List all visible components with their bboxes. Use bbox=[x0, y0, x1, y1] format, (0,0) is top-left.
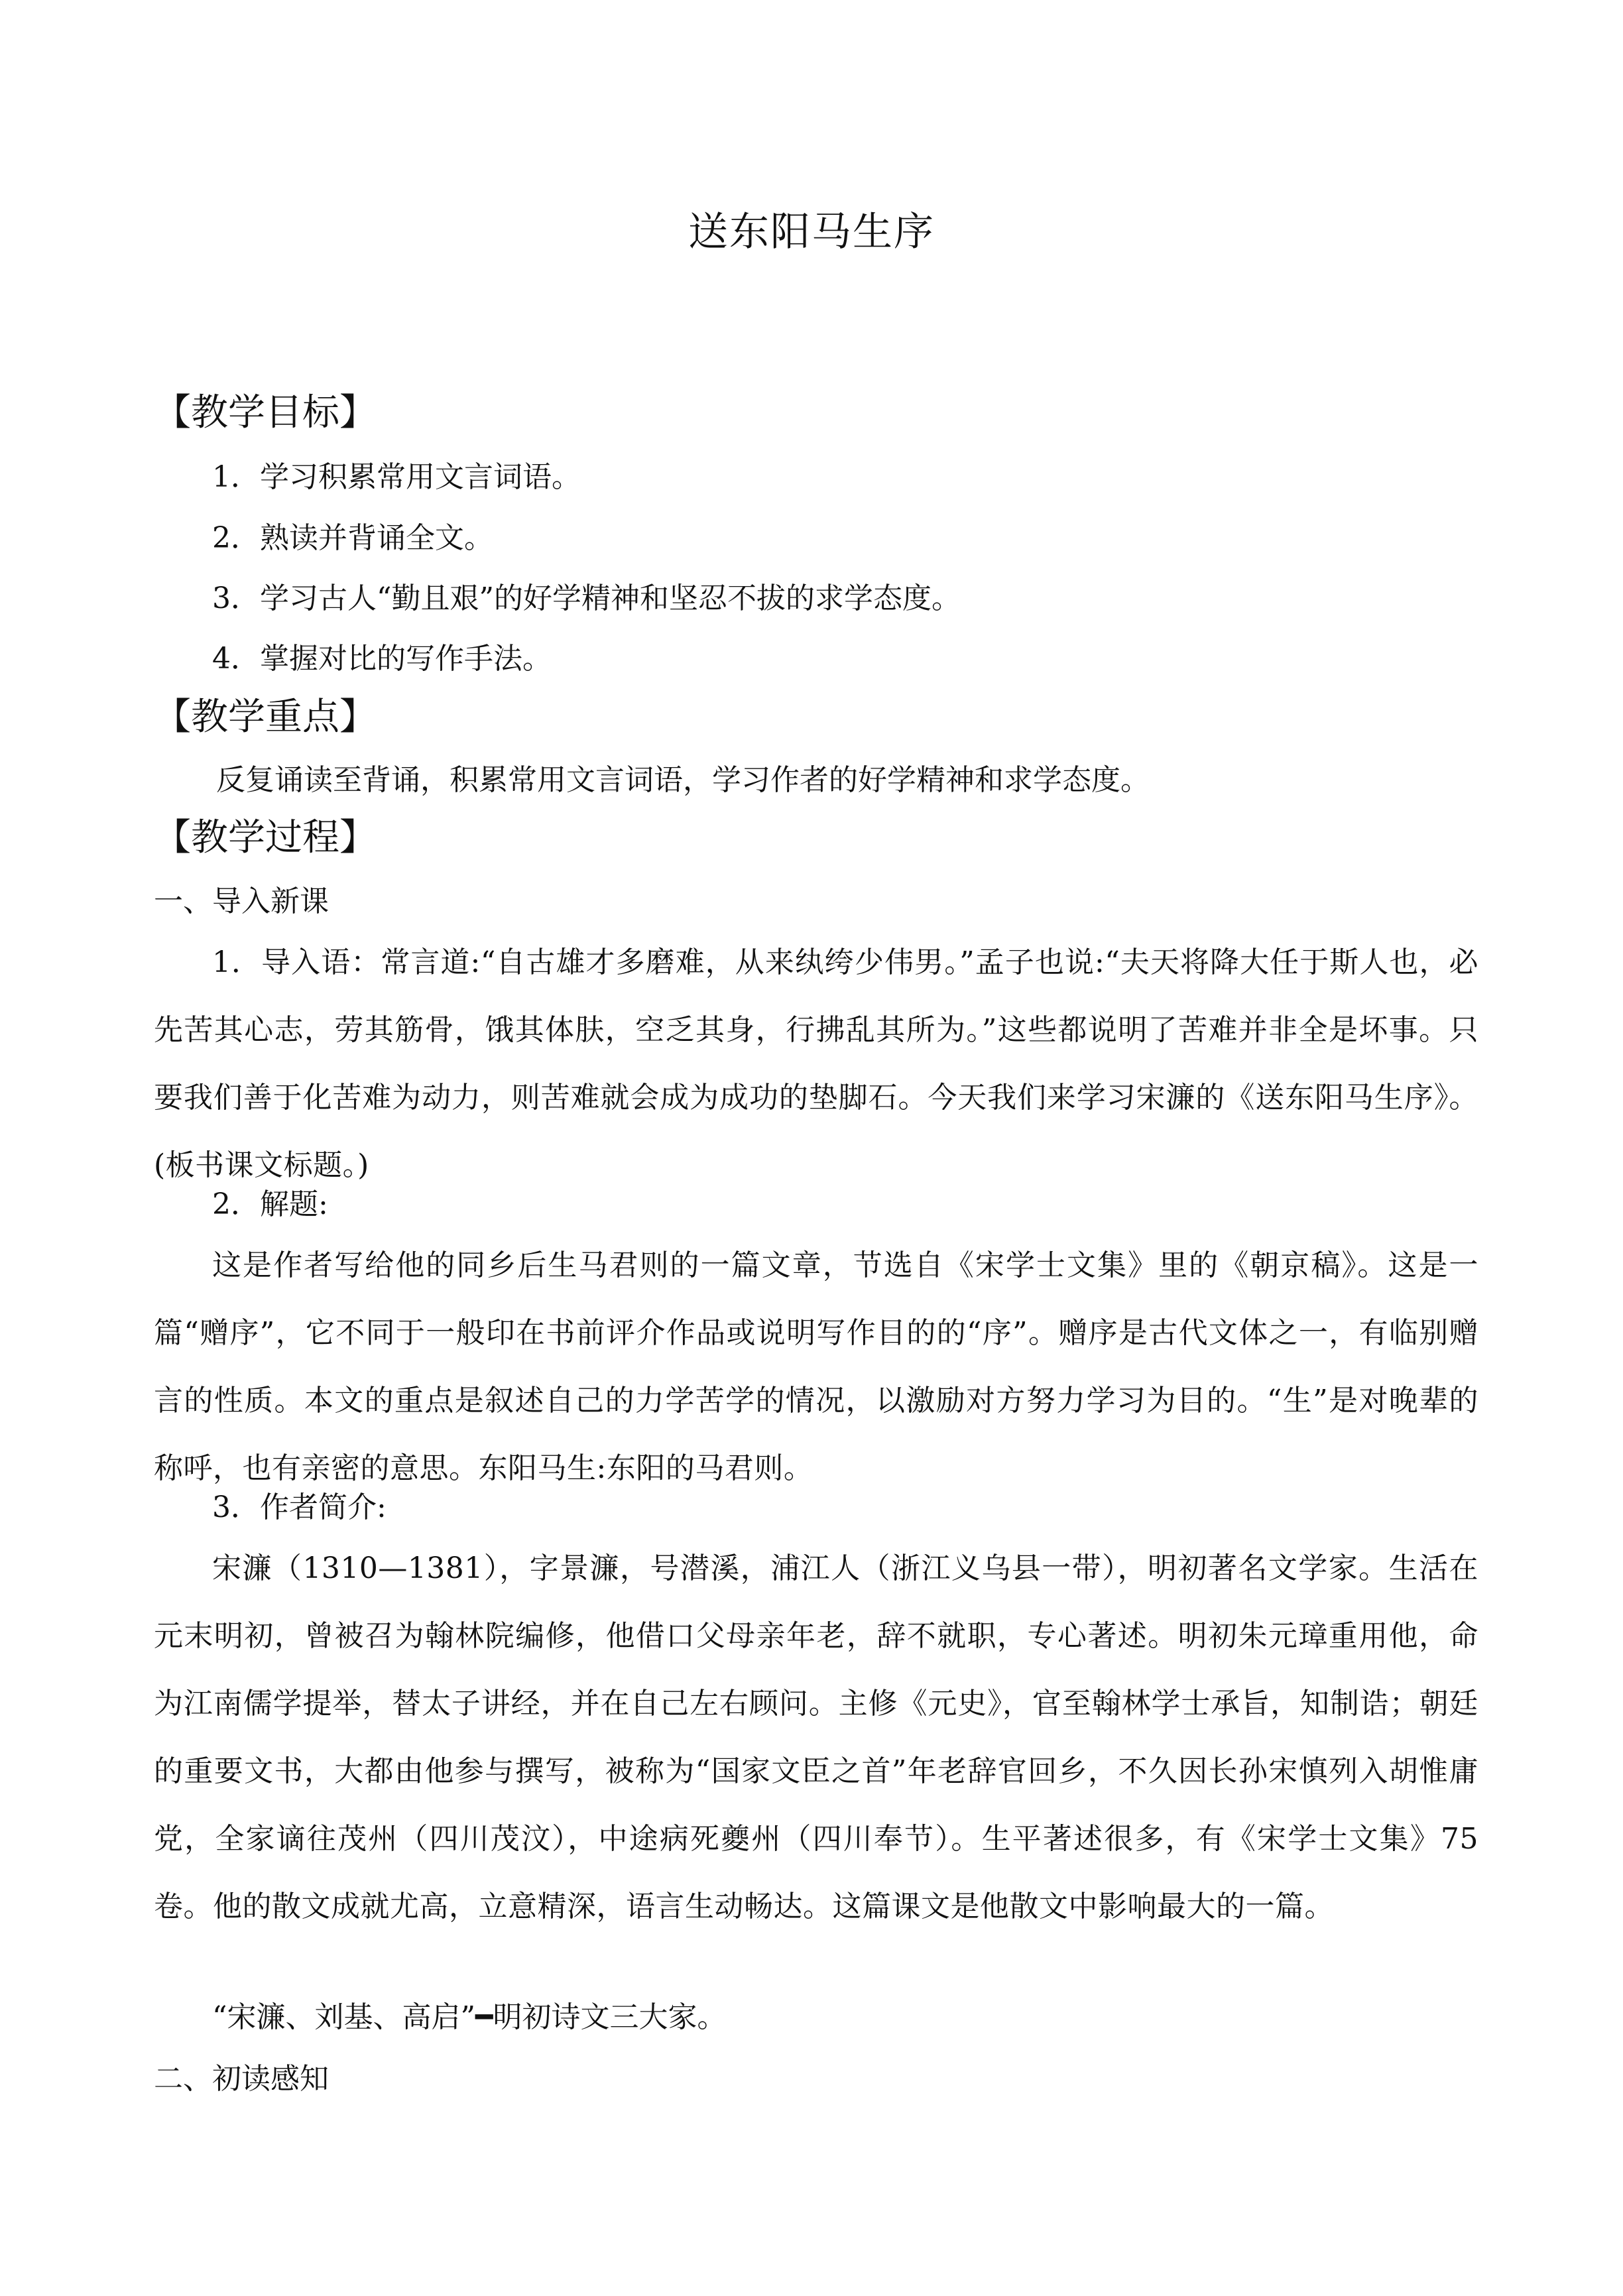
explain-paragraph: 这是作者写给他的同乡后生马君则的一篇文章，节选自《宋学士文集》里的《朝京稿》。这是一篇“赠序”，它不同于一般印在书前评介作品或说明写作目的的“序”。赠序是古代文体之一，有临别赠言的性质。本文的重点是叙述自己的力学苦学的情况，以激励对方努力学习为目的。“生”是对晚辈的称呼，也有亲密的意思。东阳马生:东阳的马君则。 bbox=[154, 1248, 1478, 1485]
part2-title: 二、初读感知 bbox=[154, 2062, 329, 2096]
author-label: 3．作者简介: bbox=[212, 1490, 387, 1524]
objective-item-1: 1．学习积累常用文言词语。 bbox=[212, 460, 581, 494]
author-paragraph: 宋濂（1310—1381），字景濂，号潜溪，浦江人（浙江义乌县一带），明初著名文学家。生活在元末明初，曾被召为翰林院编修，他借口父母亲年老，辞不就职，专心著述。明初朱元璋重用他，命为江南儒学提举，替太子讲经，并在自己左右顾问。主修《元史》，官至翰林学士承旨，知制诰；朝廷的重要文书，大都由他参与撰写，被称为“国家文臣之首”年老辞官回乡，不久因长孙宋慎列入胡惟庸党，全家谪往茂州（四川茂汶），中途病死夔州（四川奉节）。生平著述很多，有《宋学士文集》75 卷。他的散文成就尤高，立意精深，语言生动畅达。这篇课文是他散文中影响最大的一篇。 bbox=[154, 1551, 1478, 1923]
objective-item-4: 4．掌握对比的写作手法。 bbox=[212, 642, 552, 676]
intro-paragraph: 1．导入语：常言道:“自古雄才多磨难，从来纨绔少伟男。”孟子也说:“夫天将降大任于斯人也，必先苦其心志，劳其筋骨，饿其体肤，空乏其身，行拂乱其所为。”这些都说明了苦难并非全是坏事。只要我们善于化苦难为动力，则苦难就会成为成功的垫脚石。今天我们来学习宋濂的《送东阳马生序》。(板书课文标题。) bbox=[154, 945, 1478, 1182]
part1-title: 一、导入新课 bbox=[154, 884, 329, 918]
document-title: 送东阳马生序 bbox=[688, 209, 935, 255]
objectives-heading: 【教学目标】 bbox=[154, 391, 377, 434]
key-points-heading: 【教学重点】 bbox=[154, 695, 377, 739]
objective-item-3: 3．学习古人“勤且艰”的好学精神和坚忍不拔的求学态度。 bbox=[212, 581, 961, 615]
key-points-text: 反复诵读至背诵，积累常用文言词语，学习作者的好学精神和求学态度。 bbox=[216, 763, 1150, 797]
process-heading: 【教学过程】 bbox=[154, 816, 377, 859]
explain-label: 2．解题: bbox=[212, 1187, 328, 1221]
three-masters-note: “宋濂、刘基、高启”━明初诗文三大家。 bbox=[212, 2000, 727, 2034]
objective-item-2: 2．熟读并背诵全文。 bbox=[212, 521, 493, 555]
